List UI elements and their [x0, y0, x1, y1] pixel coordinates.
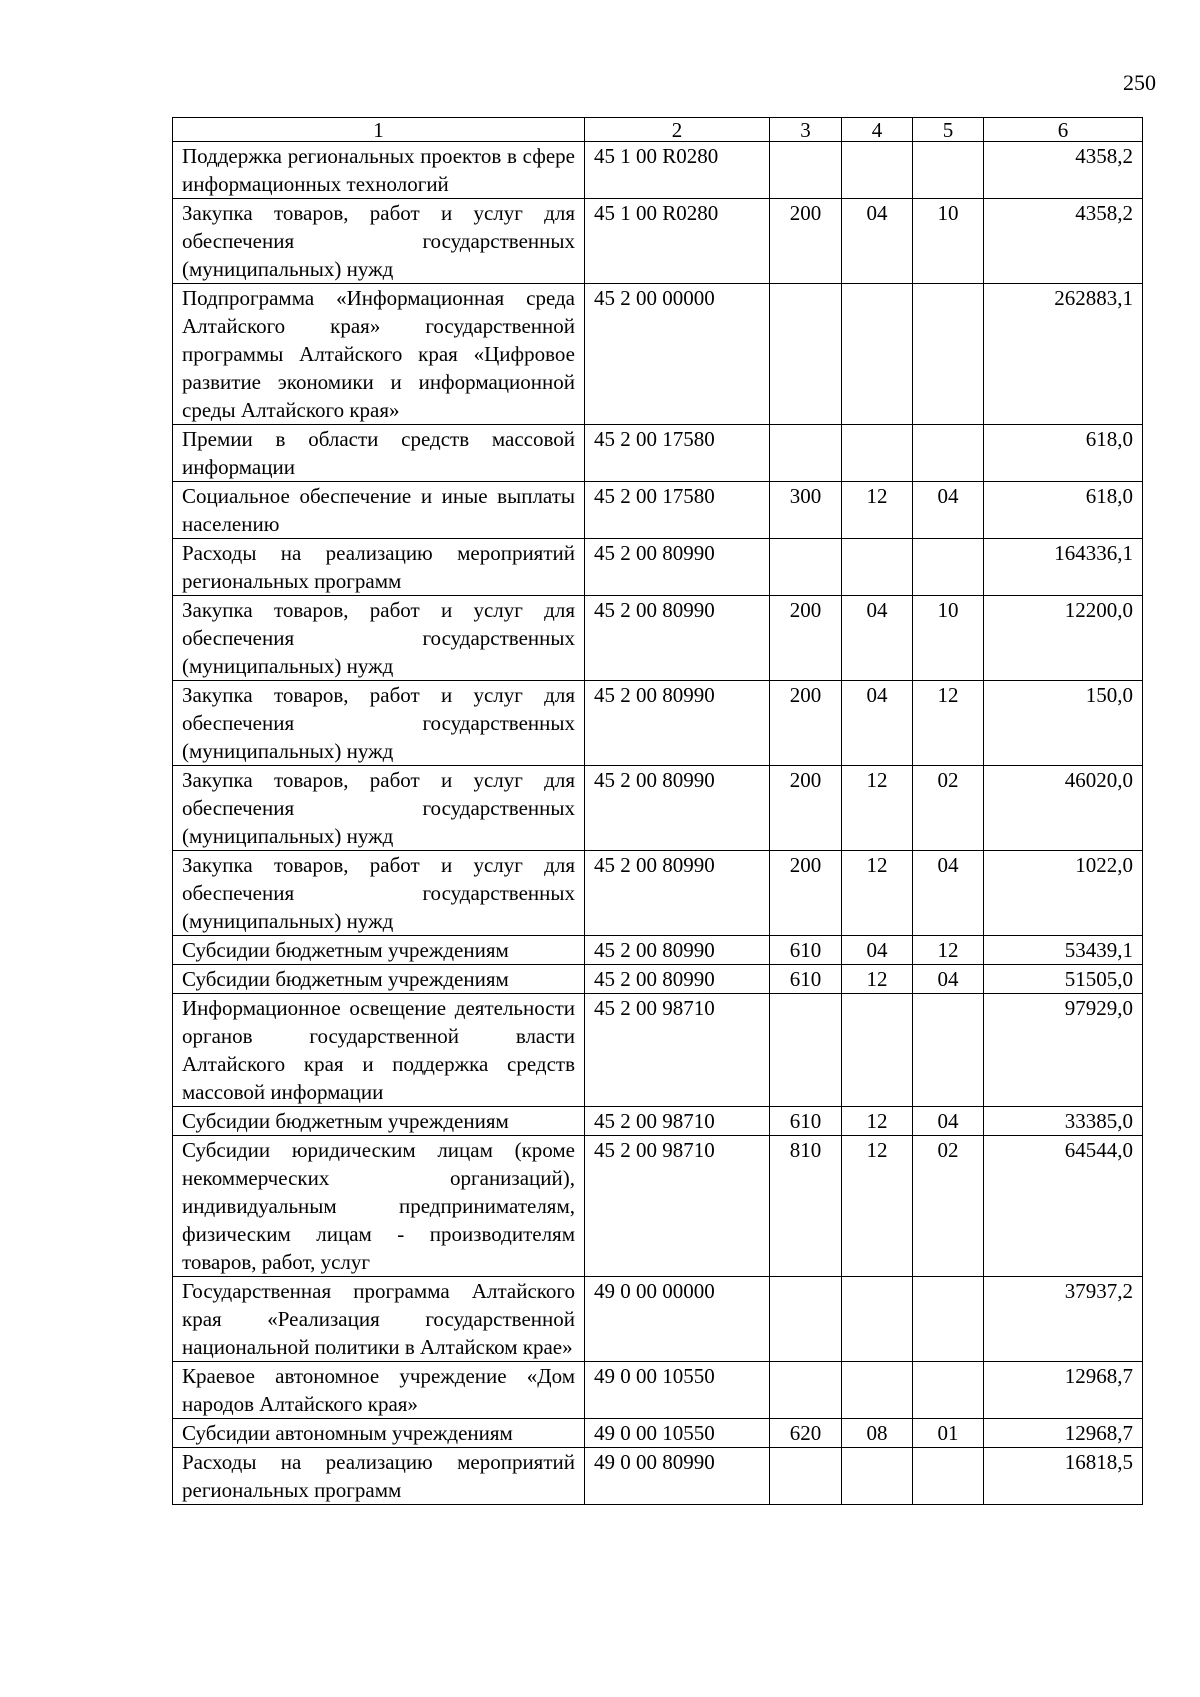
target-code-cell: 45 2 00 17580 — [585, 482, 770, 539]
target-code-cell: 49 0 00 80990 — [585, 1448, 770, 1505]
table-row — [173, 936, 1143, 965]
expense-type-cell: 810 — [770, 1136, 842, 1277]
amount-cell: 16818,5 — [984, 1448, 1143, 1505]
target-code-cell: 45 1 00 R0280 — [585, 142, 770, 199]
column-header: 4 — [842, 118, 913, 142]
column-header: 6 — [984, 118, 1143, 142]
table-row — [173, 1277, 1143, 1362]
expense-type-cell — [770, 539, 842, 596]
amount-cell: 262883,1 — [984, 284, 1143, 425]
header-row — [173, 118, 1143, 142]
section-cell: 04 — [842, 681, 913, 766]
amount-cell: 4358,2 — [984, 199, 1143, 284]
expense-type-cell: 200 — [770, 596, 842, 681]
section-cell: 04 — [842, 199, 913, 284]
section-cell — [842, 142, 913, 199]
section-cell: 12 — [842, 851, 913, 936]
target-code-cell: 49 0 00 10550 — [585, 1362, 770, 1419]
expense-type-cell — [770, 994, 842, 1107]
expense-type-cell: 610 — [770, 936, 842, 965]
amount-cell: 618,0 — [984, 425, 1143, 482]
target-code-cell: 45 2 00 80990 — [585, 539, 770, 596]
section-cell — [842, 1448, 913, 1505]
expense-type-cell: 200 — [770, 199, 842, 284]
expense-type-cell — [770, 1362, 842, 1419]
expense-type-cell: 300 — [770, 482, 842, 539]
section-cell — [842, 284, 913, 425]
column-header: 1 — [173, 118, 585, 142]
item-name-cell: Премии в области средств массовой информации — [173, 425, 585, 482]
section-cell — [842, 1362, 913, 1419]
item-name-cell: Краевое автономное учреждение «Дом народов Алтайского края» — [173, 1362, 585, 1419]
table-row — [173, 199, 1143, 284]
item-name-cell: Подпрограмма «Информационная среда Алтайского края» государственной программы Алтайского края «Цифровое развитие экономики и информационной среды Алтайского края» — [173, 284, 585, 425]
subsection-cell — [913, 994, 984, 1107]
subsection-cell: 02 — [913, 1136, 984, 1277]
amount-cell: 64544,0 — [984, 1136, 1143, 1277]
subsection-cell: 01 — [913, 1419, 984, 1448]
column-header: 3 — [770, 118, 842, 142]
expense-type-cell: 620 — [770, 1419, 842, 1448]
table-row — [173, 539, 1143, 596]
table-row — [173, 596, 1143, 681]
subsection-cell: 12 — [913, 681, 984, 766]
target-code-cell: 45 2 00 98710 — [585, 1107, 770, 1136]
item-name-cell: Субсидии бюджетным учреждениям — [173, 936, 585, 965]
target-code-cell: 45 2 00 00000 — [585, 284, 770, 425]
page-number: 250 — [1123, 70, 1156, 95]
item-name-cell: Расходы на реализацию мероприятий региональных программ — [173, 539, 585, 596]
table-row — [173, 1419, 1143, 1448]
item-name-cell: Субсидии бюджетным учреждениям — [173, 1107, 585, 1136]
item-name-cell: Закупка товаров, работ и услуг для обеспечения государственных (муниципальных) нужд — [173, 596, 585, 681]
table-row — [173, 766, 1143, 851]
item-name-cell: Социальное обеспечение и иные выплаты населению — [173, 482, 585, 539]
amount-cell: 46020,0 — [984, 766, 1143, 851]
section-cell — [842, 994, 913, 1107]
expense-type-cell: 610 — [770, 1107, 842, 1136]
item-name-cell: Субсидии бюджетным учреждениям — [173, 965, 585, 994]
section-cell: 12 — [842, 482, 913, 539]
table-row — [173, 284, 1143, 425]
item-name-cell: Субсидии юридическим лицам (кроме некоммерческих организаций), индивидуальным предпринимателям, физическим лицам - производителям товаров, работ, услуг — [173, 1136, 585, 1277]
amount-cell: 164336,1 — [984, 539, 1143, 596]
table-row — [173, 994, 1143, 1107]
target-code-cell: 49 0 00 00000 — [585, 1277, 770, 1362]
table-row — [173, 965, 1143, 994]
subsection-cell — [913, 539, 984, 596]
subsection-cell — [913, 425, 984, 482]
target-code-cell: 45 1 00 R0280 — [585, 199, 770, 284]
budget-table — [172, 117, 1143, 1505]
target-code-cell: 45 2 00 80990 — [585, 936, 770, 965]
item-name-cell: Закупка товаров, работ и услуг для обеспечения государственных (муниципальных) нужд — [173, 199, 585, 284]
target-code-cell: 45 2 00 17580 — [585, 425, 770, 482]
amount-cell: 12968,7 — [984, 1362, 1143, 1419]
table-row — [173, 1107, 1143, 1136]
expense-type-cell — [770, 425, 842, 482]
section-cell: 12 — [842, 965, 913, 994]
target-code-cell: 45 2 00 80990 — [585, 596, 770, 681]
expense-type-cell: 610 — [770, 965, 842, 994]
item-name-cell: Информационное освещение деятельности органов государственной власти Алтайского края и поддержка средств массовой информации — [173, 994, 585, 1107]
expense-type-cell — [770, 1277, 842, 1362]
amount-cell: 618,0 — [984, 482, 1143, 539]
amount-cell: 97929,0 — [984, 994, 1143, 1107]
expense-type-cell: 200 — [770, 766, 842, 851]
target-code-cell: 45 2 00 98710 — [585, 1136, 770, 1277]
section-cell: 12 — [842, 766, 913, 851]
subsection-cell — [913, 1448, 984, 1505]
column-header: 5 — [913, 118, 984, 142]
section-cell: 04 — [842, 936, 913, 965]
expense-type-cell: 200 — [770, 851, 842, 936]
amount-cell: 53439,1 — [984, 936, 1143, 965]
subsection-cell: 12 — [913, 936, 984, 965]
target-code-cell: 45 2 00 80990 — [585, 851, 770, 936]
amount-cell: 1022,0 — [984, 851, 1143, 936]
table-row — [173, 851, 1143, 936]
table-row — [173, 482, 1143, 539]
table-row — [173, 1136, 1143, 1277]
amount-cell: 51505,0 — [984, 965, 1143, 994]
target-code-cell: 45 2 00 98710 — [585, 994, 770, 1107]
subsection-cell: 04 — [913, 851, 984, 936]
expense-type-cell: 200 — [770, 681, 842, 766]
table-row — [173, 1448, 1143, 1505]
subsection-cell: 04 — [913, 1107, 984, 1136]
item-name-cell: Закупка товаров, работ и услуг для обеспечения государственных (муниципальных) нужд — [173, 681, 585, 766]
table-row — [173, 142, 1143, 199]
item-name-cell: Поддержка региональных проектов в сфере информационных технологий — [173, 142, 585, 199]
expense-type-cell — [770, 284, 842, 425]
target-code-cell: 45 2 00 80990 — [585, 965, 770, 994]
table-row — [173, 1362, 1143, 1419]
column-header: 2 — [585, 118, 770, 142]
section-cell: 04 — [842, 596, 913, 681]
target-code-cell: 45 2 00 80990 — [585, 681, 770, 766]
item-name-cell: Субсидии автономным учреждениям — [173, 1419, 585, 1448]
expense-type-cell — [770, 142, 842, 199]
item-name-cell: Закупка товаров, работ и услуг для обеспечения государственных (муниципальных) нужд — [173, 766, 585, 851]
subsection-cell: 02 — [913, 766, 984, 851]
target-code-cell: 49 0 00 10550 — [585, 1419, 770, 1448]
amount-cell: 150,0 — [984, 681, 1143, 766]
amount-cell: 37937,2 — [984, 1277, 1143, 1362]
item-name-cell: Государственная программа Алтайского края «Реализация государственной национальной политики в Алтайском крае» — [173, 1277, 585, 1362]
subsection-cell: 10 — [913, 199, 984, 284]
subsection-cell — [913, 284, 984, 425]
target-code-cell: 45 2 00 80990 — [585, 766, 770, 851]
section-cell: 12 — [842, 1107, 913, 1136]
section-cell — [842, 425, 913, 482]
amount-cell: 4358,2 — [984, 142, 1143, 199]
section-cell — [842, 1277, 913, 1362]
table-row — [173, 681, 1143, 766]
subsection-cell — [913, 142, 984, 199]
amount-cell: 12200,0 — [984, 596, 1143, 681]
subsection-cell: 04 — [913, 482, 984, 539]
amount-cell: 33385,0 — [984, 1107, 1143, 1136]
section-cell — [842, 539, 913, 596]
subsection-cell — [913, 1362, 984, 1419]
table-row — [173, 425, 1143, 482]
subsection-cell — [913, 1277, 984, 1362]
subsection-cell: 04 — [913, 965, 984, 994]
item-name-cell: Расходы на реализацию мероприятий региональных программ — [173, 1448, 585, 1505]
section-cell: 12 — [842, 1136, 913, 1277]
amount-cell: 12968,7 — [984, 1419, 1143, 1448]
item-name-cell: Закупка товаров, работ и услуг для обеспечения государственных (муниципальных) нужд — [173, 851, 585, 936]
subsection-cell: 10 — [913, 596, 984, 681]
section-cell: 08 — [842, 1419, 913, 1448]
expense-type-cell — [770, 1448, 842, 1505]
